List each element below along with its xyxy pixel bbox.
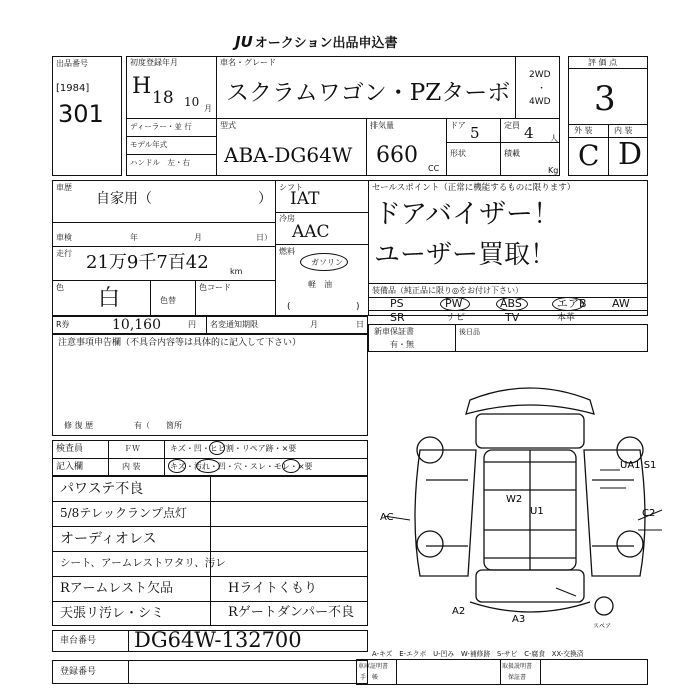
mark-c2: C2 (642, 508, 656, 519)
displacement-value: 660 (376, 143, 418, 168)
spare-label: スペア (593, 623, 612, 630)
registration-label: 初度登録年月 (130, 58, 178, 67)
lot-code: [1984] (56, 83, 90, 94)
equipment-label: 装備品（純正品に限り◎をお付け下さい） (372, 286, 523, 295)
lot-label: 出品番号 (56, 59, 88, 68)
form-title: JU オークション出品申込書 (235, 33, 398, 51)
remark-5: Rアームレスト欠品 (60, 581, 174, 596)
remark-6: 天張リ汚レ・シミ (60, 606, 165, 621)
car-name-value: スクラムワゴン・PZターボ (226, 80, 511, 106)
remark-2: 5/8テレックランプ点灯 (60, 506, 187, 520)
sales-point-label: セールスポイント（正常に機能するものに限ります） (372, 183, 576, 193)
notes-box (52, 334, 368, 436)
chassis-value: DG64W-132700 (134, 628, 302, 652)
exterior-grade: C (578, 139, 600, 172)
rear-right-wheel (617, 531, 643, 557)
front-bumper-shape (466, 388, 594, 414)
car-damage-diagram (380, 370, 680, 630)
mark-w2: W2 (506, 494, 523, 505)
abs-circle-mark (496, 297, 528, 311)
remark-right-1: Hライトくもり (228, 581, 317, 596)
fuel-value: ガソリン (311, 258, 343, 267)
color-value: 白 (98, 286, 121, 311)
reg-number-row (52, 660, 368, 684)
mileage-value: 21万9千7百42 (86, 252, 209, 273)
remark-right-2: Rゲートダンパー不良 (228, 605, 355, 620)
interior-stain-mark (196, 459, 220, 473)
sales-point-line2: ユーザー買取！ (374, 240, 557, 270)
shift-value: IAT (290, 189, 320, 209)
remark-4: シート、アームレストワタリ、汚レ (60, 557, 226, 569)
rear-bumper-shape (470, 602, 590, 612)
hood-shape (476, 414, 584, 448)
capacity-value: 4 (524, 124, 534, 142)
doors-value: 5 (470, 124, 480, 142)
spare-tire (595, 597, 613, 615)
rear-left-wheel (417, 531, 443, 557)
car-name-label: 車名・グレード (220, 58, 276, 67)
registration-year: 18 (152, 88, 174, 108)
mark-a3: A3 (512, 614, 526, 625)
drive-2wd: 2WD (529, 70, 551, 80)
mark-ac: AC (380, 512, 394, 523)
fw-dent-mark (209, 441, 225, 455)
drive-4wd: 4WD (529, 97, 551, 107)
mark-u1: U1 (530, 506, 544, 517)
sales-point-line1: ドアバイザー！ (374, 199, 561, 230)
pw-circle-mark (440, 297, 470, 311)
left-side-shape (415, 450, 476, 576)
recycle-value: 10,160 (112, 317, 161, 333)
remark-1: パワステ不良 (60, 481, 144, 497)
interior-grade: D (618, 137, 643, 172)
ju-logo: JU (235, 33, 253, 51)
lot-number: 301 (58, 100, 104, 128)
history-value: 自家用（ (96, 191, 152, 207)
model-value: ABA-DG64W (224, 143, 353, 167)
model-label: 型式 (220, 121, 236, 130)
fuel-circle-mark (300, 253, 348, 271)
evaluation-score: 3 (594, 79, 616, 119)
mark-ua1-s1: UA1 S1 (620, 460, 657, 471)
mark-a2: A2 (452, 606, 466, 617)
damage-legend: A-キズ E-エクボ U-凹み W-補修跡 S-サビ C-腐食 XX-交換済 (372, 650, 584, 658)
ac-value: AAC (292, 222, 330, 242)
remark-3: オーディオレス (60, 531, 157, 547)
registration-month: 10 (184, 95, 200, 109)
interior-scratch-mark (168, 459, 186, 473)
airbag-circle-mark (552, 297, 584, 311)
interior-wear-mark (282, 459, 300, 473)
notes-label: 注意事項申告欄（不具合内容等は具体的に記入して下さい） (58, 338, 302, 348)
registration-era: H (132, 74, 152, 99)
rear-shape (476, 570, 584, 602)
